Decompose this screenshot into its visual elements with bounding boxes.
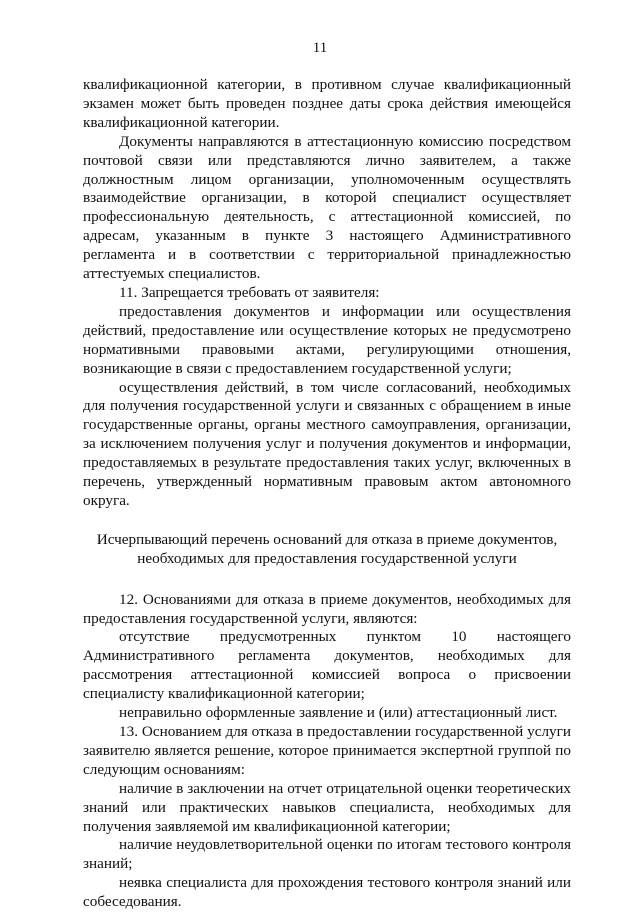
paragraph: квалификационной категории, в противном случае квалификационный экзамен может быть проведен позднее даты срока действия имеющейся квалификационной категории. — [83, 76, 571, 131]
section-heading — [83, 531, 571, 569]
paragraph: отсутствие предусмотренных пунктом 10 настоящего Административного регламента документов, необходимых для рассмотрения аттестационной комиссией вопроса о присвоении специалисту квалификационной категории; — [83, 628, 571, 703]
paragraph: наличие в заключении на отчет отрицательной оценки теоретических знаний или практических навыков специалиста, необходимых для получения заявляемой им квалификационной категории; — [83, 779, 571, 835]
paragraph: предоставления документов и информации или осуществления действий, предоставление или осуществление которых не предусмотрено нормативными правовыми актами, регулирующими отношения, возникающие в связи с предоставлением государственной услуги; — [83, 302, 571, 377]
paragraph: неявка специалиста для прохождения тестового контроля знаний или собеседования. — [83, 874, 571, 911]
paragraph: Документы направляются в аттестационную комиссию посредством почтовой связи или представляются лично заявителем, а также должностным лицом организации, уполномоченным осуществлять взаимодействие организации, в которой специалист осуществляет профессиональную деятельность, с аттестационной комиссией, по адресам, указанным в пункте 3 настоящего Административного регламента и в соответствии с территориальной принадлежностью аттестуемых специалистов. — [83, 132, 571, 283]
section-top — [83, 76, 571, 511]
document-body — [83, 76, 571, 912]
page-number: 11 — [312, 40, 328, 56]
paragraph: неправильно оформленные заявление и (или) аттестационный лист. — [119, 704, 558, 722]
section-heading-line: Исчерпывающий перечень оснований для отказа в приеме документов, — [96, 530, 558, 548]
section-bottom — [83, 591, 571, 912]
paragraph: наличие неудовлетворительной оценки по итогам тестового контроля знаний; — [83, 836, 571, 873]
paragraph-item-13: 13. Основанием для отказа в предоставлении государственной услуги заявителю является решение, которое принимается экспертной группой по следующим основаниям: — [83, 723, 571, 778]
section-heading-line: необходимых для предоставления государственной услуги — [137, 549, 517, 567]
paragraph: осуществления действий, в том числе согласований, необходимых для получения государственной услуги и связанных с обращением в иные государственные органы, органы местного самоуправления, организации, за исключением получения услуг и получения документов и информации, предоставляемых в результате предоставления таких услуг, включенных в перечень, утвержденный нормативным правовым актом автономного округа. — [83, 378, 571, 509]
paragraph-item-12: 12. Основаниями для отказа в приеме документов, необходимых для предоставления государственной услуги, являются: — [83, 590, 571, 627]
paragraph-item-11: 11. Запрещается требовать от заявителя: — [119, 283, 380, 301]
